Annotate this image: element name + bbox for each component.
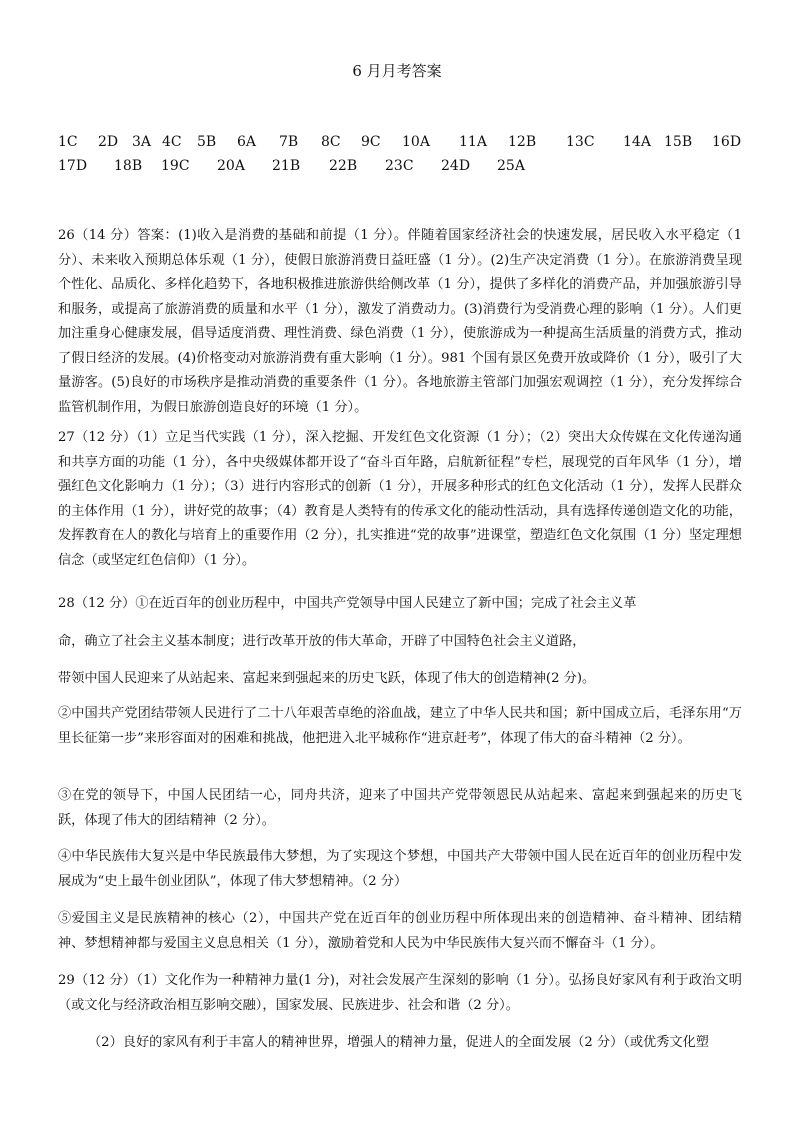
answer-item: 14A xyxy=(623,134,651,150)
answer-item: 15B xyxy=(664,134,693,150)
answer-item: 1C xyxy=(58,134,78,150)
page-title: 6 月月考答案 xyxy=(352,62,442,80)
answer-item: 11A xyxy=(459,134,487,150)
answer-item: 24D xyxy=(441,158,471,174)
answer-item: 25A xyxy=(497,158,525,174)
answer-item: 13C xyxy=(566,134,595,150)
multiple-choice-answers xyxy=(58,134,758,182)
answer-q28-point3: ③在党的领导下，中国人民团结一心，同舟共济，迎来了中国共产党带领恩民从站起来、富起来到强起来的历史飞跃，体现了伟大的团结精神（2 分）。 xyxy=(58,788,742,828)
answer-item: 21B xyxy=(272,158,301,174)
answer-item: 20A xyxy=(217,158,245,174)
answer-item: 17D xyxy=(58,158,88,174)
answer-item: 18B xyxy=(114,158,143,174)
answer-item: 5B xyxy=(197,134,217,150)
answer-q28-point4: ④中华民族伟大复兴是中华民族最伟大梦想，为了实现这个梦想，中国共产大带领中国人民在近百年的创业历程中发展成为“史上最牛创业团队”，体现了伟大梦想精神。（2 分） xyxy=(58,849,742,889)
answer-item: 6A xyxy=(237,134,257,150)
answer-item: 8C xyxy=(321,134,341,150)
answer-item: 2D xyxy=(98,134,119,150)
answer-item: 22B xyxy=(329,158,358,174)
answer-q28-line1: 28（12 分）①在近百年的创业历程中，中国共产党领导中国人民建立了新中国；完成了社会主义革 xyxy=(58,596,637,611)
answer-q29-part2: （2）良好的家风有利于丰富人的精神世界，增强人的精神力量，促进人的全面发展（2 分）（或优秀文化塑 xyxy=(88,1035,709,1050)
answer-q28-line3: 带领中国人民迎来了从站起来、富起来到强起来的历史飞跃，体现了伟大的创造精神(2 分)。 xyxy=(58,671,596,686)
answer-row-1 xyxy=(58,134,758,158)
answer-item: 23C xyxy=(385,158,414,174)
answer-item: 10A xyxy=(402,134,430,150)
answer-row-2 xyxy=(58,158,758,182)
answer-q27: 27（12 分）（1）立足当代实践（1 分），深入挖掘、开发红色文化资源（1 分）；（2）突出大众传媒在文化传递沟通和共享方面的功能（1 分），各中央级媒体都开设了“奋斗百年路，启航新征程”专栏，展现党的百年风华（1 分），增强红色文化影响力（1 分）；（3）进行内容形式的创新（1 分），开展多种形式的红色文化活动（1 分），发挥人民群众的主体作用（1 分），讲好党的故事；（4）教育是人类特有的传承文化的能动性活动，具有选择传递创造文化的功能，发挥教育在人的教化与培育上的重要作用（2 分），扎实推进“党的故事”进课堂，塑造红色文化氛围（1 分）坚定理想信念（或坚定红色信仰）（1 分）。 xyxy=(58,430,742,568)
answer-item: 19C xyxy=(161,158,190,174)
answer-q28-line2: 命，确立了社会主义基本制度；进行改革开放的伟大革命，开辟了中国特色社会主义道路， xyxy=(58,634,586,649)
answer-item: 12B xyxy=(508,134,537,150)
answer-q26: 26（14 分）答案：(1)收入是消费的基础和前提（1 分）。伴随着国家经济社会的快速发展，居民收入水平稳定（1 分）、未来收入预期总体乐观（1 分），使假日旅游消费日益旺盛（1 分）。(2)生产决定消费（1 分）。在旅游消费呈现个性化、品质化、多样化趋势下，各地积极推进旅游供给侧改革（1 分），提供了多样化的消费产品，并加强旅游引导和服务，或提高了旅游消费的质量和水平（1 分），激发了消费动力。(3)消费行为受消费心理的影响（1 分）。人们更加注重身心健康发展，倡导适度消费、理性消费、绿色消费（1 分），使旅游成为一种提高生活质量的消费方式，推动了假日经济的发展。(4)价格变动对旅游消费有重大影响（1 分）。981 个国有景区免费开放或降价（1 分），吸引了大量游客。(5)良好的市场秩序是推动消费的重要条件（1 分）。各地旅游主管部门加强宏观调控（1 分），充分发挥综合监管机制作用，为假日旅游创造良好的环境（1 分）。 xyxy=(58,228,742,415)
answer-q28-point2: ②中国共产党团结带领人民进行了二十八年艰苦卓绝的浴血战，建立了中华人民共和国；新中国成立后，毛泽东用“万里长征第一步”来形容面对的困难和挑战，他把进入北平城称作“进京赶考”，体现了伟大的奋斗精神（2 分）。 xyxy=(58,706,742,746)
answer-q29: 29（12 分）（1）文化作为一种精神力量(1 分)，对社会发展产生深刻的影响（1 分）。弘扬良好家风有利于政治文明（或文化与经济政治相互影响交融），国家发展、民族进步、社会和谐（2 分）。 xyxy=(58,973,742,1013)
answer-item: 16D xyxy=(712,134,742,150)
answer-item: 3A xyxy=(132,134,152,150)
answer-item: 7B xyxy=(279,134,299,150)
answer-item: 9C xyxy=(361,134,381,150)
answer-q28-point5: ⑤爱国主义是民族精神的核心（2），中国共产党在近百年的创业历程中所体现出来的创造精神、奋斗精神、团结精神、梦想精神都与爱国主义息息相关（1 分），激励着党和人民为中华民族伟大复兴而不懈奋斗（1 分）。 xyxy=(58,911,742,951)
answer-item: 4C xyxy=(162,134,182,150)
